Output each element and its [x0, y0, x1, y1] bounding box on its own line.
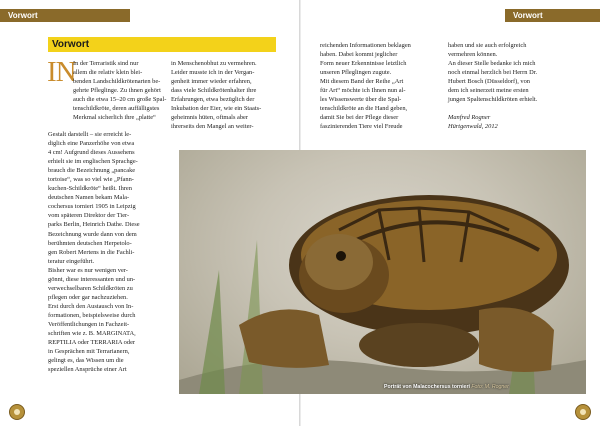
- text-line: speziellen Ansprüche einer Art: [48, 366, 127, 374]
- text-line: Bezeichnung wurde dann von dem: [48, 230, 137, 238]
- text-line: unseren Pfleglingen zugute.: [320, 69, 392, 77]
- text-line: Erst durch den Austausch von In-: [48, 302, 134, 310]
- text-line: An dieser Stelle bedanke ich mich: [448, 60, 536, 68]
- text-line: geheimnis hüten, oftmals aber: [171, 114, 249, 122]
- text-line: reichenden Informationen beklagen: [320, 42, 411, 49]
- text-line: Form neuer Erkenntnisse letztlich: [320, 60, 407, 68]
- text-line: dem ich seinerzeit meine ersten: [448, 87, 529, 95]
- signature-place-year: Hürtgenwald, 2012: [448, 123, 498, 131]
- text-line: brauch die Bezeichnung „pancake: [48, 167, 136, 175]
- text-line: 4 cm! Aufgrund dieses Aussehens: [48, 149, 135, 157]
- text-line: REPTILIA oder TERRARIA oder: [48, 339, 136, 347]
- text-line: formationen, beispielsweise durch: [48, 311, 136, 319]
- text-line: deutschen Namen bekam Mala-: [48, 194, 130, 202]
- text-line: pflegen oder gar nachzuziehen.: [48, 293, 128, 301]
- text-line: allem die relativ klein blei-: [73, 69, 143, 77]
- column-3: [320, 41, 430, 131]
- page-marker-left: [9, 404, 25, 420]
- text-line: in Menschenobhut zu vermehren.: [171, 60, 257, 67]
- text-line: noch einmal herzlich bei Herrn Dr.: [448, 69, 538, 77]
- text-line: gen Robert Mertens in die Fachli-: [48, 248, 135, 256]
- text-line: tenschildkröte an die Hand geben,: [320, 105, 408, 113]
- text-line: tortoise“, was so viel wie „Pfann-: [48, 176, 134, 184]
- text-line: in Gesprächen mit Terrarianern,: [48, 348, 130, 356]
- drop-cap: IN: [47, 56, 76, 88]
- text-line: schriften wie z. B. MARGINATA,: [48, 330, 136, 338]
- text-line: jungen Spaltenschildkröten erhielt.: [448, 96, 538, 104]
- column-4: [448, 41, 568, 131]
- text-line: Bisher war es nur wenigen ver-: [48, 266, 128, 274]
- text-line: Erfahrungen, etwa bezüglich der: [171, 96, 255, 104]
- text-line: gönnt, diese interessanten und un-: [48, 275, 136, 283]
- signature-name: Manfred Rogner: [448, 114, 491, 122]
- column-1-top: [73, 59, 175, 122]
- text-line: dass viele Schildkrötenhalter ihre: [171, 87, 257, 95]
- section-title: Vorwort: [52, 39, 90, 50]
- text-line: gelingt es, das Wissen um die: [48, 357, 124, 365]
- text-line: Leider musste ich in der Vergan-: [171, 69, 255, 77]
- tortoise-photo: [179, 150, 586, 394]
- photo-caption: [384, 384, 509, 390]
- text-line: Inkubation der Eier, wie ein Staats-: [171, 105, 262, 113]
- text-line: vom späteren Direktor der Tier-: [48, 212, 130, 220]
- text-line: haben. Dabei kommt jeglicher: [320, 51, 398, 59]
- text-line: benden Landschildkrötenarten be-: [73, 78, 161, 86]
- text-line: ihrerseits den Mangel an weiter-: [171, 123, 254, 131]
- text-line: Mit diesem Band der Reihe „Art: [320, 78, 404, 86]
- text-line: damit Sie bei der Pflege dieser: [320, 114, 399, 122]
- photo-caption-text: Porträt von Malacochersus tornieri: [384, 384, 470, 390]
- text-line: Hubert Bosch (Düsseldorf), von: [448, 78, 530, 86]
- text-line: In der Terraristik sind nur: [73, 60, 139, 67]
- text-line: les Wissenswerte über die Spal-: [320, 96, 402, 104]
- text-line: tenschildkröte, deren auffälligstes: [73, 105, 160, 113]
- text-line: erhielt sie im englischen Sprachge-: [48, 158, 138, 166]
- text-line: faszinierenden Tiere viel Freude: [320, 123, 403, 131]
- text-line: genheit immer wieder erfahren,: [171, 78, 252, 86]
- page-marker-right: [575, 404, 591, 420]
- text-line: gehrte Pfleglinge. Zu ihnen gehört: [73, 87, 161, 95]
- text-line: cochersus tornieri 1905 in Leipzig: [48, 203, 136, 211]
- column-1-bottom: [48, 130, 176, 374]
- running-header-right-label: Vorwort: [513, 11, 543, 20]
- text-line: verwechselbaren Schildkröten zu: [48, 284, 133, 292]
- text-line: für Art“ möchte ich Ihnen nun al-: [320, 87, 406, 95]
- section-heading-bar: [48, 37, 276, 52]
- running-header-right: [505, 9, 600, 22]
- text-line: kuchen-Schildkröte“ heißt. Ihren: [48, 185, 132, 193]
- text-line: teratur eingeführt.: [48, 257, 95, 265]
- running-header-left-label: Vorwort: [8, 11, 38, 20]
- text-line: Merkmal sicherlich ihre „platte“: [73, 114, 156, 122]
- text-line: Gestalt darstellt – sie erreicht le-: [48, 131, 132, 138]
- text-line: haben und sie auch erfolgreich: [448, 42, 527, 49]
- tortoise-illustration: [179, 150, 586, 394]
- text-line: berühmten deutschen Herpetolo-: [48, 239, 132, 247]
- column-2: [171, 59, 278, 131]
- text-line: auch die etwa 15–20 cm große Spal-: [73, 96, 167, 104]
- text-line: parks Berlin, Heinrich Dathe. Diese: [48, 221, 140, 229]
- text-line: diglich eine Panzerhöhe von etwa: [48, 140, 135, 148]
- text-line: vermehren können.: [448, 51, 498, 59]
- running-header-left: [0, 9, 130, 22]
- photo-credit: Foto: M. Rogner: [471, 384, 509, 390]
- text-line: Veröffentlichungen in Fachzeit-: [48, 320, 130, 328]
